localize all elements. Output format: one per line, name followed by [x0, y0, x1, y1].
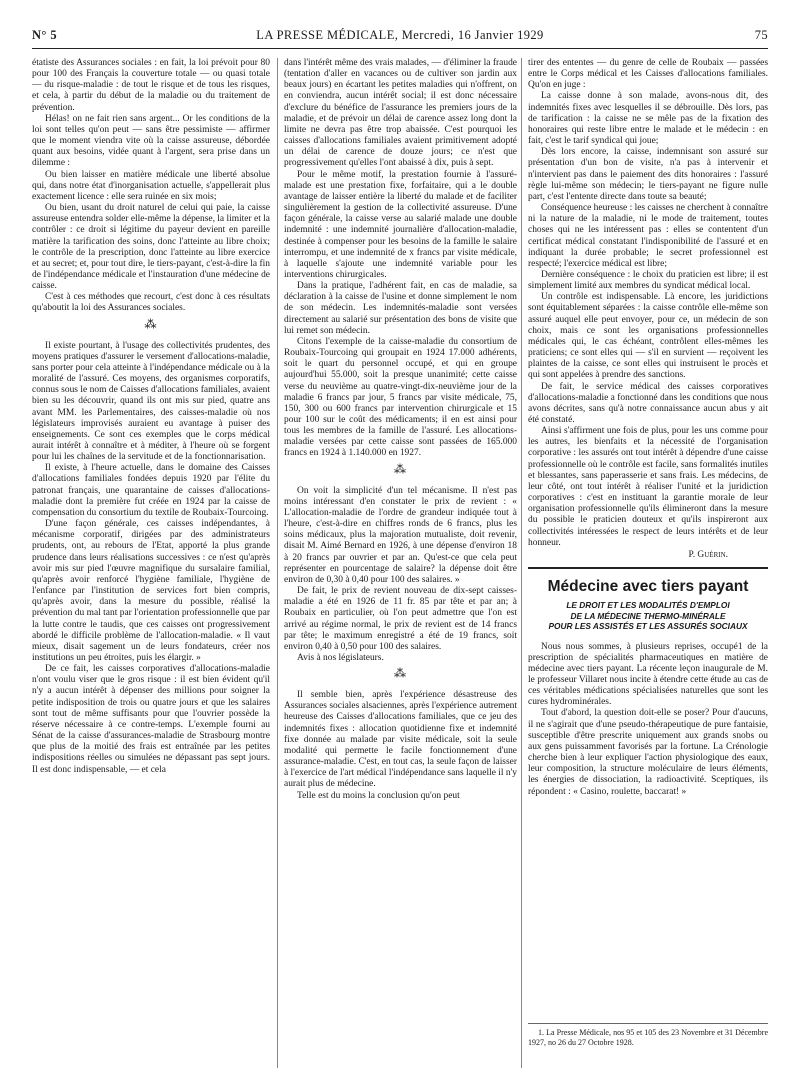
footnote: 1. La Presse Médicale, nos 95 et 105 des 23 Novembre et 31 Décembre 1927, no 26 du 27 Octobre 1928. — [528, 1028, 768, 1047]
column-2 — [284, 58, 517, 802]
paragraph: Ou bien, usant du droit naturel de celui qui paie, la caisse assureuse entendra solder elle-même la dépense, la limiter et la contrôler : ce droit si légitime du payeur devient en pareille matière la tarification des soins, donc l'atteinte au libre choix; le contrôle de la prescription, donc l'atteinte au libre exercice et au secret; et, pour tout dire, le tiers-payant, c'est-à-dire la fin de l'indépendance médicale et l'instauration d'une médecine de caisse. — [32, 203, 270, 292]
article-subtitle-line: LE DROIT ET LES MODALITÉS D'EMPLOI — [566, 600, 730, 611]
paragraph: Pour le même motif, la prestation fournie à l'assuré-malade est une prestation fixe, forfaitaire, qui a le double avantage de laisser entière la liberté du malade et de faciliter singulièrement la gestion de la collectivité assureuse. D'une façon générale, la caisse verse au salarié malade une double indemnité : une indemnité journalière d'allocation-maladie, destinée à compenser pour les besoins de la famille le salaire interrompu, et une indemnité de x francs par visite médicale, à laquelle s'ajoute une indemnité variable pour les interventions chirurgicales. — [284, 169, 517, 280]
paragraph: De fait, le service médical des caisses corporatives d'allocations-maladie a fonctionné dans les conditions que nous avons décrites, sans qu'à notre connaissance aucun abus y ait été constaté. — [528, 381, 768, 425]
article-subtitle-line: DE LA MÉDECINE THERMO-MINÉRALE — [570, 610, 726, 621]
section-separator: ⁂ — [394, 461, 407, 476]
paragraph: Ainsi s'affirment une fois de plus, pour les uns comme pour les autres, les bienfaits et la nécessité de l'organisation corporative : les assurés ont tout intérêt à dépendre d'une caisse professionnelle où le contrôle est facile, sans formalités inutiles et blessantes, sans paperasserie et sans frais. Les médecins, de leur côté, ont tout intérêt à réaliser l'unité et la juridiction corporatives : c'est en instituant la garantie morale de leur organisation professionnelle qu'ils élimineront dans la mesure du possible le praticien douteux et qu'ils inspireront aux collectivités intéressées le respect de leurs intérêts et de leur honneur. — [528, 426, 768, 548]
paragraph: De ce fait, les caisses corporatives d'allocations-maladie n'ont voulu viser que le gros risque : il est bien évident qu'il n'y a aucun intérêt à dépenser des millions pour soigner la petite indisposition de trois ou quatre jours et que les salaires sont tout de même suffisants pour que l'ouvrier possède la réserve nécessaire à ce contre-temps. L'exemple fourni au Sénat de la caisse d'assurances-maladie de Strasbourg montre que plus de la moitié des frais est entraînée par les petites indispositions réelles ou simulées ne dépassant pas sept jours. Il est donc indispensable, — et cela — [32, 664, 270, 775]
column-divider — [521, 58, 522, 1068]
paragraph: Conséquence heureuse : les caisses ne cherchent à connaître ni la nature de la maladie, ni le mode de traitement, toutes choses qui ne les intéressent pas : elles se contentent d'un certificat médical constatant l'indisponibilité de l'assuré et en indiquant la durée probable; le secret professionnel est respecté; l'exercice médical est libre; — [528, 203, 768, 269]
paragraph: Nous nous sommes, à plusieurs reprises, occupé1 de la prescription de spécialités pharmaceutiques en matière de médecine avec tiers payant. La récente leçon inaugurale de M. le professeur Villaret nous incite à étendre cette étude au cas de ces véritables médications spécialisées naturelles que sont les cures hydrominérales. — [528, 641, 768, 708]
paragraph: Dès lors encore, la caisse, indemnisant son assuré sur présentation d'un bon de visite, n'a pas à intervenir et n'intervient pas dans le paiement des dits honoraires : l'assuré règle lui-même son médecin; le tiers-payant ne figure nulle part, c'est l'entente directe dans toute sa beauté; — [528, 147, 768, 202]
paragraph: Il semble bien, après l'expérience désastreuse des Assurances sociales alsaciennes, après l'expérience autrement heureuse des Caisses d'allocations familiales, que ce jeu des indemnités fixes : allocation quotidienne fixe et indemnité fixe donnée au malade par visite médicale, soit la seule modalité qui permette le facile fonctionnement d'une assurance-maladie. C'est, en tout cas, la seule façon de laisser à l'exercice de l'art médical l'indépendance sans laquelle il n'y aurait plus de médecine. — [284, 690, 517, 790]
paragraph: étatiste des Assurances sociales : en fait, la loi prévoit pour 80 pour 100 des Français la couverture totale — ou quasi totale — du risque-maladie : de tout le risque et de tous les risques, et cela, à partir du début de la maladie ou du traitement de prévention. — [32, 58, 270, 113]
paragraph: On voit la simplicité d'un tel mécanisme. Il n'est pas moins intéressant d'en constater le prix de revient : « L'allocation-maladie de l'ordre de grandeur indiquée tout à l'heure, c'est-à-dire en chiffres ronds de 6 francs, plus les soins médicaux, plus la majoration mutualiste, doit revenir, disait M. Aimé Bernard en 1926, à une dépense d'environ 18 à 20 francs par ouvrier et par an. Qu'est-ce que cela peut représenter en pourcentage de salaire? la dépense doit être environ de 0,30 à 0,40 pour 100 des salaires. » — [284, 485, 517, 585]
section-separator: ⁂ — [394, 666, 407, 681]
column-3 — [528, 58, 768, 798]
column-divider — [277, 58, 278, 1068]
section-separator: ⁂ — [144, 316, 158, 331]
paragraph: La caisse donne à son malade, avons-nous dit, des indemnités fixes avec lesquelles il se débrouille. Dès lors, pas de tarification : la caisse ne se mêle pas de la fixation des honoraires qui reste libre entre le malade et le médecin : en fait, c'est le tarif syndical qui joue; — [528, 91, 768, 147]
paragraph: Telle est du moins la conclusion qu'on peut — [297, 790, 460, 801]
paragraph: Ou bien laisser en matière médicale une liberté absolue qui, dans notre état d'inorganisation actuelle, s'appellerait plus exactement licence : elle sera ruinée en six mois; — [32, 169, 270, 202]
article-subtitle — [528, 600, 768, 632]
paragraph: Dernière conséquence : le choix du praticien est libre; il est simplement limité aux membres du syndicat médical local. — [528, 269, 768, 292]
paragraph: Tout d'abord, la question doit-elle se poser? Pour d'aucuns, il ne s'agirait que d'une pseudo-thérapeutique de pure fantaisie, susceptible d'être prescrite uniquement aux grands snobs ou aux gens puissamment favorisés par la fortune. La Crénologie cherche bien à leur expliquer l'action physiologique des eaux, leur composition, la structure moléculaire de leurs éléments, les énergies de dissociation, la radioactivité. Sceptiques, ils répondent : « Casino, roulette, baccarat! » — [528, 708, 768, 797]
paragraph: Dans la pratique, l'adhérent fait, en cas de maladie, sa déclaration à la caisse de l'usine et donne simplement le nom de son médecin. Les indemnités-maladie sont versées directement au salarié sur présentation des bons de visite que lui remet son médecin. — [284, 281, 517, 336]
issue-number: N° 5 — [32, 28, 58, 42]
paragraph: Un contrôle est indispensable. Là encore, les juridictions sont équitablement séparées : la caisse contrôle elle-même son assuré auquel elle peut envoyer, pour ce, un médecin de son choix, mais ce sont les organisations professionnelles médicales qui, le cas échéant, contrôlent elles-mêmes les praticiens; ce sont elles qui — s'il en survient — reçoivent les plaintes de la caisse, ce sont elles qui instruisent le procès et qui sont appelées à prendre des sanctions. — [528, 292, 768, 381]
footnotes — [528, 1023, 768, 1047]
paragraph: Citons l'exemple de la caisse-maladie du consortium de Roubaix-Tourcoing qui groupait en 1924 17.000 adhérents, soit le quart du personnel occupé, et qui en groupe aujourd'hui 55.000, soit la presque unanimité; cette caisse verse du neuvième au quatre-vingt-dix-neuvième jour de la maladie 6 francs par jour, 5 francs par visite médicale, 75, 150, 300 ou 600 francs par intervention chirurgicale et 15 pour 100 sur le coût des médicaments; il en est ainsi pour tous les membres de la famille de l'assuré. Les allocations-maladie versées par cette caisse sont passées de 165.000 francs en 1924 à 1.140.000 en 1927. — [284, 336, 517, 459]
article-separator-rule — [528, 567, 768, 569]
author-signature: P. Guérin. — [688, 549, 728, 560]
running-title: LA PRESSE MÉDICALE, Mercredi, 16 Janvier 1929 — [256, 28, 544, 42]
page-number: 75 — [754, 28, 768, 42]
paragraph: De fait, le prix de revient nouveau de dix-sept caisses-maladie a été en 1926 de 11 fr. 85 par tête et par an; à Roubaix en particulier, où l'on peut admettre que l'on est arrivé au régime normal, le prix de revient est de 14 francs par tête; le maximum enregistré a été de 19 francs, soit environ 0,40 à 0,50 pour 100 des salaires. — [284, 586, 517, 652]
paragraph: Il existe pourtant, à l'usage des collectivités prudentes, des moyens pratiques d'assurer le versement d'allocations-maladie, sans porter pour cela atteinte à l'indépendance médicale ou à la moralité de l'assuré. Ces moyens, des organismes corporatifs, connus sous le nom de Caisses d'allocations familiales, avaient bien su les découvrir, quand ils ont mis sur pied, quatre ans avant MM. les Parlementaires, des caisses-maladie où nos législateurs improvisés auraient eu avantage à puiser des enseignements. Ce sont ces exemples que le corps médical aurait intérêt à connaître et à méditer, à l'heure où se forgent pour lui les chaînes de la servitude et de la fonctionnarisation. — [32, 340, 270, 463]
article-subtitle-line: POUR LES ASSISTÉS ET LES ASSURÉS SOCIAUX — [548, 621, 748, 632]
paragraph: dans l'intérêt même des vrais malades, — d'éliminer la fraude (tentation d'aller en vacances ou de cultiver son jardin aux beaux jours) en écartant les petites maladies qui n'offrent, on en conviendra, aucun intérêt social; il est donc nécessaire d'exclure du bénéfice de l'assurance les premiers jours de la maladie, et de prévoir un délai de carence assez long dont la limite ne devra pas être trop abaissée. C'est pourquoi les caisses d'allocations familiales avaient primitivement adopté un délai de carence de douze jours; ce n'est que progressivement qu'elles l'ont abaissé à dix, puis à sept. — [284, 58, 517, 169]
paragraph: D'une façon générale, ces caisses indépendantes, à mécanisme corporatif, dirigées par des administrateurs prudents, ont, au rebours de l'Etat, apporté la plus grande prudence dans leurs réalisations successives : ce n'est qu'après avoir mis sur pied l'œuvre magnifique du sursalaire familial, qu'après avoir renforcé l'hygiène familiale, l'hygiène de l'enfance par l'institution de services fort bien compris, qu'après avoir, dans la mesure du possible, réalisé la prévention du mal tant par l'orientation professionnelle que par la lutte contre le taudis, que ces caisses ont progressivement abordé le difficile problème de l'allocation-maladie. « Il vaut mieux, disait sagement un de leurs fondateurs, créer nos institutions un peu étroites, puis les élargir. » — [32, 519, 270, 663]
running-header — [32, 28, 768, 48]
article-title: Médecine avec tiers payant — [547, 578, 749, 596]
paragraph: Avis à nos législateurs. — [297, 652, 384, 663]
paragraph: tirer des ententes — du genre de celle de Roubaix — passées entre le Corps médical et les Caisses d'allocations familiales. Qu'on en juge : — [528, 58, 768, 91]
column-1 — [32, 58, 270, 776]
paragraph: C'est à ces méthodes que recourt, c'est donc à ces résultats qu'aboutit la loi des Assurances sociales. — [32, 292, 270, 314]
header-rule — [32, 48, 768, 49]
paragraph: Il existe, à l'heure actuelle, dans le domaine des Caisses d'allocations familiales fondées depuis 1920 par l'élite du patronat français, une quarantaine de caisses d'allocations-maladie dont la première fut créée en 1924 par la caisse de compensation du consortium du textile de Roubaix-Tourcoing. — [32, 463, 270, 518]
paragraph: Hélas! on ne fait rien sans argent... Or les conditions de la loi sont telles qu'on peut — sans être pessimiste — affirmer que le moment viendra vite où la caisse assureuse, débordée quant aux besoins, vidée quant à l'argent, sera prise dans un dilemme : — [32, 113, 270, 169]
